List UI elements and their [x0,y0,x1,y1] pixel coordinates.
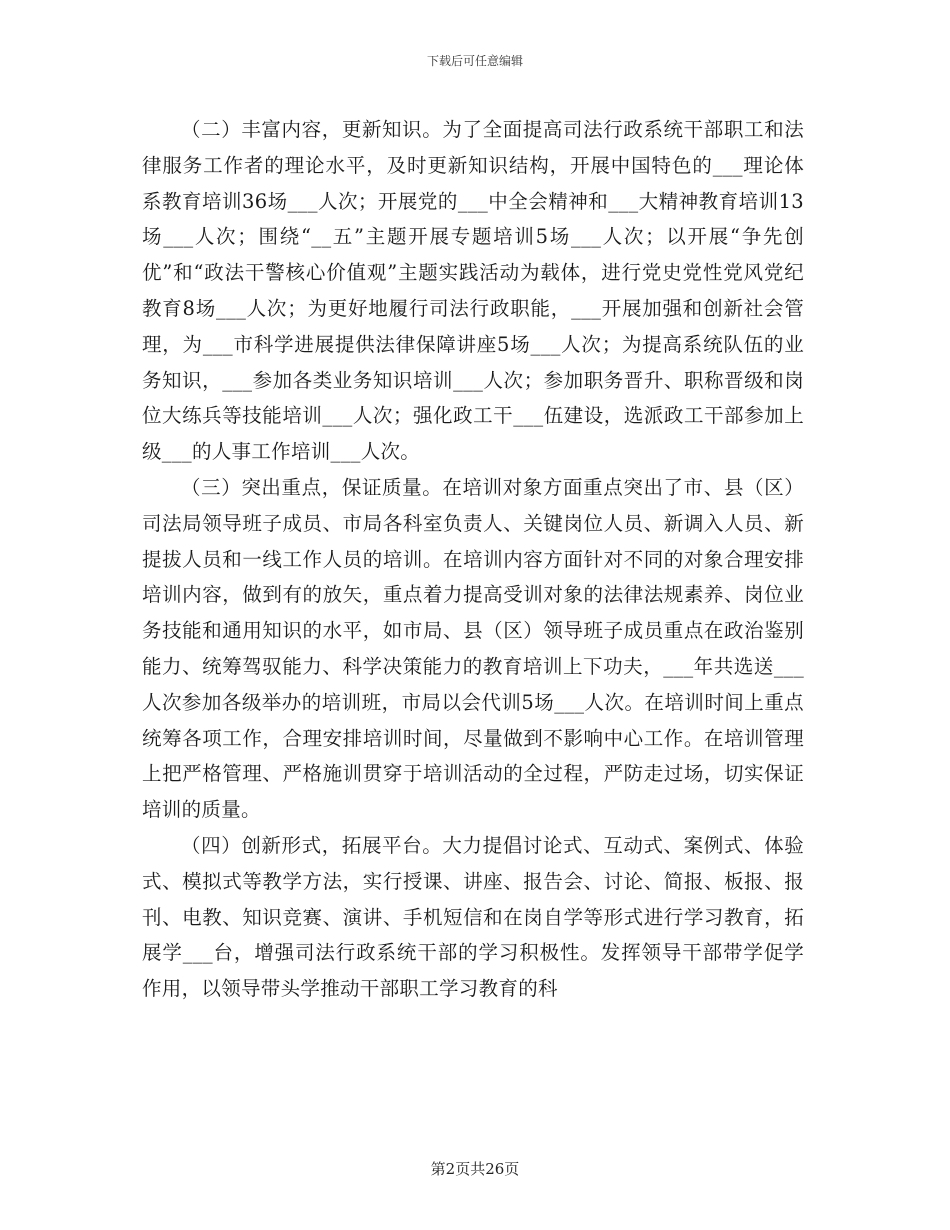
paragraph-4: （四）创新形式，拓展平台。大力提倡讨论式、互动式、案例式、体验式、模拟式等教学方法，实行授课、讲座、报告会、讨论、简报、板报、报刊、电教、知识竞赛、演讲、手机短信和在岗自学等形式进行学习教育，拓展学___台，增强司法行政系统干部的学习积极性。发挥领导干部带学促学作用，以领导带头学推动干部职工学习教育的科 [142,833,804,1001]
paragraph-2: （二）丰富内容，更新知识。为了全面提高司法行政系统干部职工和法律服务工作者的理论水平，及时更新知识结构，开展中国特色的___理论体系教育培训36场___人次；开展党的___中全会精神和___大精神教育培训13场___人次；围绕“__五”主题开展专题培训5场___人次；以开展“争先创优”和“政法干警核心价值观”主题实践活动为载体，进行党史党性党风党纪教育8场___人次；为更好地履行司法行政职能，___开展加强和创新社会管理，为___市科学进展提供法律保障讲座5场___人次；为提高系统队伍的业务知识，___参加各类业务知识培训___人次；参加职务晋升、职称晋级和岗位大练兵等技能培训___人次；强化政工干___伍建设，选派政工干部参加上级___的人事工作培训___人次。 [142,118,804,464]
document-body [142,112,804,1007]
paragraph-3: （三）突出重点，保证质量。在培训对象方面重点突出了市、县（区）司法局领导班子成员、市局各科室负责人、关键岗位人员、新调入人员、新提拔人员和一线工作人员的培训。在培训内容方面针对不同的对象合理安排培训内容，做到有的放矢，重点着力提高受训对象的法律法规素养、岗位业务技能和通用知识的水平，如市局、县（区）领导班子成员重点在政治鉴别能力、统筹驾驭能力、科学决策能力的教育培训上下功夫，___年共选送___人次参加各级举办的培训班，市局以会代训5场___人次。在培训时间上重点统筹各项工作，合理安排培训时间，尽量做到不影响中心工作。在培训管理上把严格管理、严格施训贯穿于培训活动的全过程，严防走过场，切实保证培训的质量。 [142,475,804,822]
page-header: 下载后可任意编辑 [426,54,523,68]
page-footer: 第2页共26页 [430,1160,520,1178]
